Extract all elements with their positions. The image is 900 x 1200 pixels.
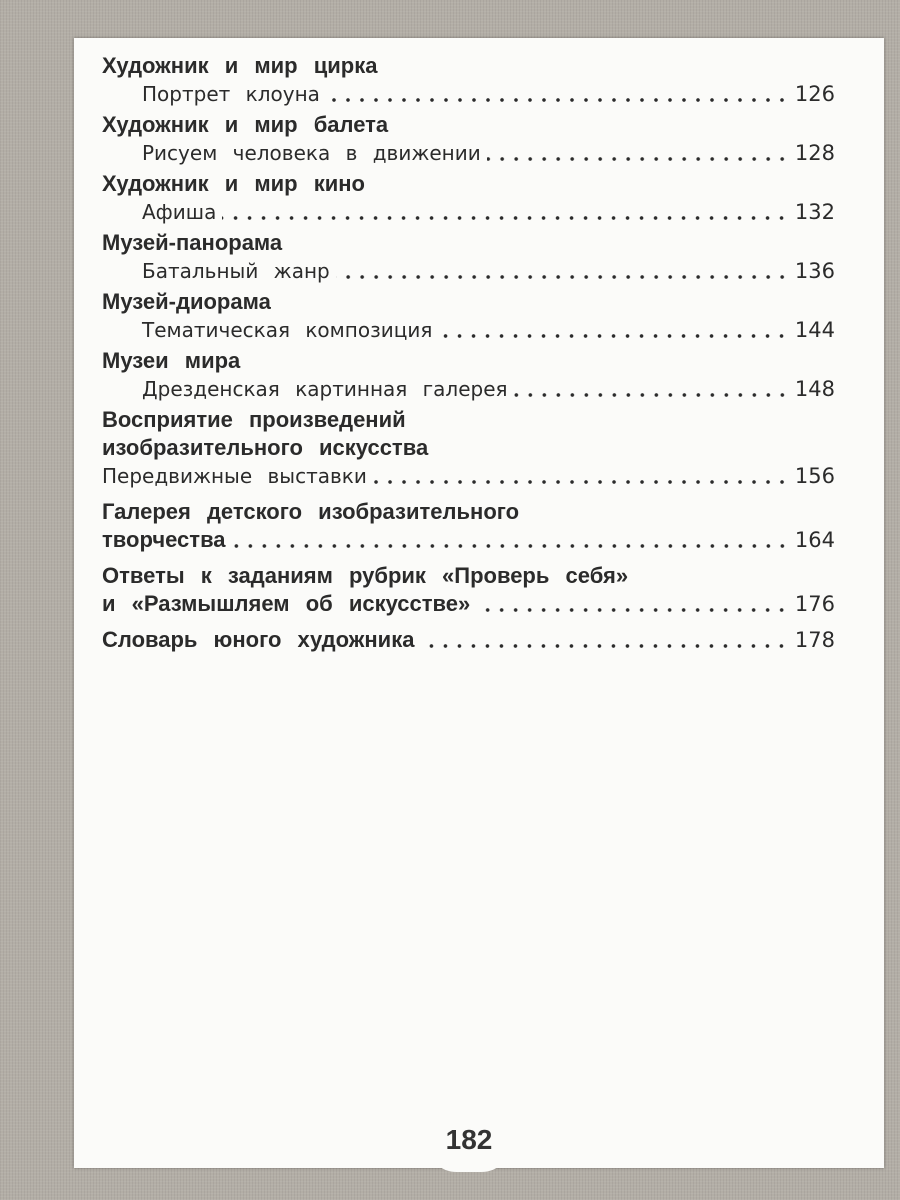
toc-entry-page: 178 <box>794 628 835 652</box>
toc-entry <box>102 526 835 554</box>
toc-heading: Ответы к заданиям рубрик «Проверь себя» <box>102 563 629 588</box>
toc-entry-title: и «Размышляем об искусстве» <box>102 591 471 616</box>
toc-entry-page: 128 <box>794 141 835 165</box>
toc-entry-title: Передвижные выставки <box>102 464 367 488</box>
toc-entry-page: 148 <box>794 377 835 401</box>
dot-leader <box>232 543 789 549</box>
toc-heading: Восприятие произведений <box>102 407 406 432</box>
toc-entry-page: 136 <box>794 259 835 283</box>
toc-entry <box>102 626 835 654</box>
dot-leader <box>222 215 789 221</box>
dot-leader <box>420 643 788 649</box>
toc-heading: Художник и мир цирка <box>102 53 378 78</box>
toc-entry-page: 156 <box>794 464 835 488</box>
toc-entry <box>102 257 835 285</box>
page-number: 182 <box>445 1124 493 1155</box>
toc-entry-title: Дрезденская картинная галерея <box>142 377 508 401</box>
toc-heading: изобразительного искусства <box>102 435 429 460</box>
toc-entry-page: 164 <box>794 528 835 552</box>
dot-leader <box>438 333 789 339</box>
toc-heading: Музей-панорама <box>102 230 283 255</box>
toc-heading: Художник и мир кино <box>102 171 365 196</box>
toc-heading: Галерея детского изобразительного <box>102 499 520 524</box>
toc-entry-title: Словарь юного художника <box>102 627 415 652</box>
toc-entry-page: 126 <box>794 82 835 106</box>
toc-entry <box>102 462 835 490</box>
toc-entry <box>102 375 835 403</box>
toc-entry-title: Рисуем человека в движении <box>142 141 481 165</box>
toc-entry <box>102 80 835 108</box>
dot-leader <box>487 156 789 162</box>
toc-entry <box>102 316 835 344</box>
dot-leader <box>326 97 789 103</box>
toc-entry-title: Батальный жанр <box>142 259 330 283</box>
toc-entry <box>102 198 835 226</box>
table-of-contents <box>102 52 835 654</box>
dot-leader <box>476 607 789 613</box>
toc-entry-page: 144 <box>794 318 835 342</box>
dot-leader <box>336 274 789 280</box>
toc-heading: Художник и мир балета <box>102 112 389 137</box>
toc-entry-title: Тематическая композиция <box>142 318 433 342</box>
toc-entry-page: 176 <box>794 592 835 616</box>
page-number-badge <box>425 1108 513 1172</box>
toc-heading: Музей-диорама <box>102 289 271 314</box>
toc-entry-title: Портрет клоуна <box>142 82 320 106</box>
dot-leader <box>373 479 789 485</box>
toc-entry-title: Афиша <box>142 200 217 224</box>
toc-entry-title: творчества <box>102 527 226 552</box>
dot-leader <box>514 392 789 398</box>
toc-entry <box>102 590 835 618</box>
toc-entry <box>102 139 835 167</box>
toc-entry-page: 132 <box>794 200 835 224</box>
toc-heading: Музеи мира <box>102 348 241 373</box>
